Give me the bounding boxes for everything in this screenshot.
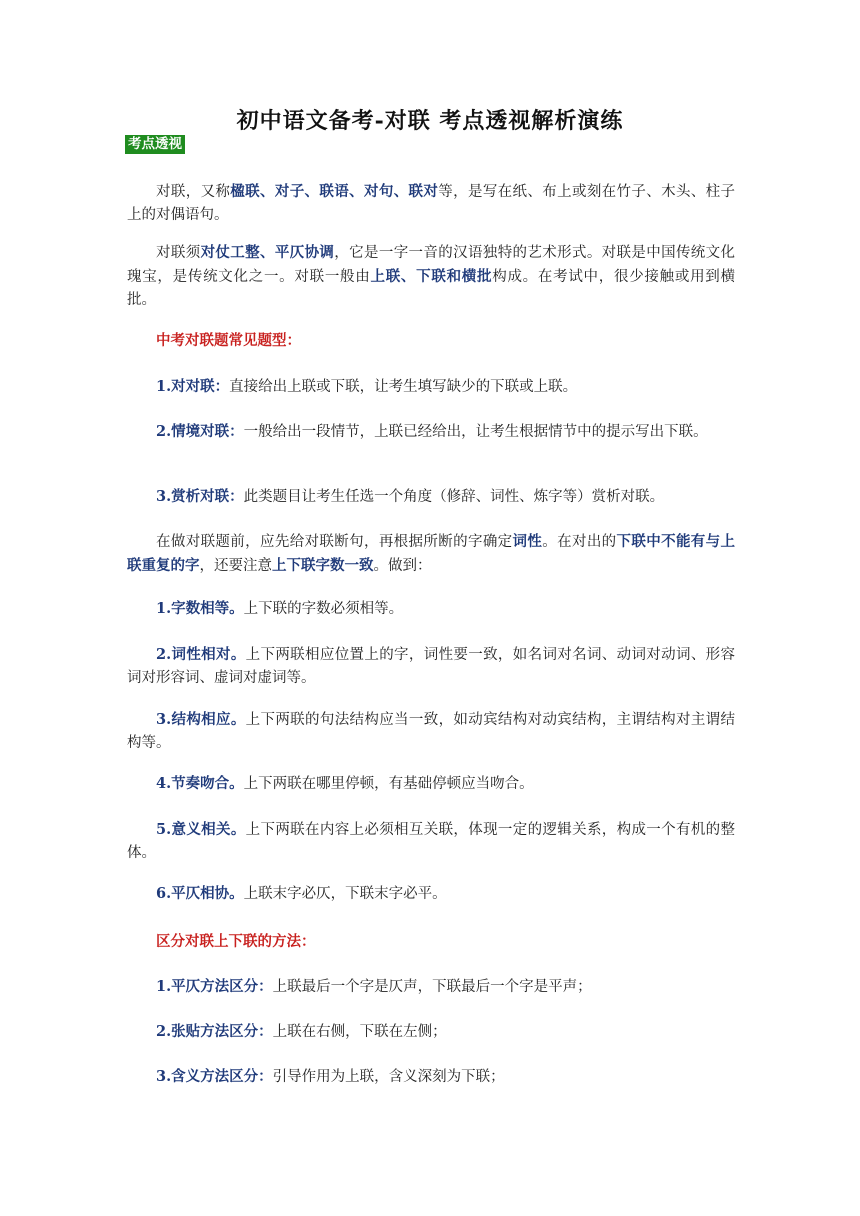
text: ，还要注意 <box>199 558 272 574</box>
item-text: 上联末字必仄，下联末字必平。 <box>243 886 447 902</box>
text: 构成。在考试中，很少接触或用到横批。 <box>127 269 736 308</box>
text: 对联，又称 <box>156 184 231 200</box>
list-item <box>127 708 735 755</box>
item-text: 上下两联在内容上必须相互关联，体现一定的逻辑关系，构成一个有机的整体。 <box>127 822 735 861</box>
item-text: 一般给出一段情节，上联已经给出，让考生根据情节中的提示写出下联。 <box>243 424 708 440</box>
list-item <box>127 1065 735 1089</box>
item-label: 3.赏析对联： <box>156 488 244 505</box>
list-item <box>127 882 735 906</box>
text: ，它是一字一音的汉语独特的艺术形式。对联是中国传统文化瑰宝，是传统文化之一。对联一般由 <box>127 245 736 285</box>
item-text: 上下两联相应位置上的字，词性要一致，如名词对名词、动词对动词、形容词对形容词、虚词对虚词等。 <box>127 647 735 686</box>
item-label: 1.平仄方法区分： <box>156 978 273 995</box>
item-text: 上下两联在哪里停顿，有基础停顿应当吻合。 <box>243 776 534 792</box>
emphasis: 对仗工整、平仄协调 <box>200 244 335 261</box>
body-paragraph <box>127 530 735 578</box>
item-label: 4.节奏吻合。 <box>156 775 244 792</box>
intro-paragraph <box>127 180 735 227</box>
text: 。做到： <box>373 558 432 574</box>
item-text: 引导作用为上联，含义深刻为下联； <box>272 1069 505 1085</box>
definition-paragraph <box>127 241 735 312</box>
heading-text: 中考对联题常见题型： <box>156 332 301 349</box>
section-heading <box>127 329 735 353</box>
heading-text: 区分对联上下联的方法： <box>156 933 316 950</box>
list-item <box>127 975 735 999</box>
list-item <box>127 772 735 796</box>
emphasis: 楹联、对子、联语、对句、联对 <box>230 183 439 200</box>
item-text: 直接给出上联或下联，让考生填写缺少的下联或上联。 <box>229 379 578 395</box>
item-text: 此类题目让考生任选一个角度（修辞、词性、炼字等）赏析对联。 <box>243 489 665 505</box>
emphasis: 词性 <box>512 533 543 550</box>
item-text: 上下联的字数必须相等。 <box>243 601 404 617</box>
list-item <box>127 643 735 690</box>
item-text: 上联最后一个字是仄声，下联最后一个字是平声； <box>272 979 592 995</box>
emphasis: 上联、下联和横批 <box>370 268 493 285</box>
text: 在做对联题前，应先给对联断句，再根据所断的字确定 <box>156 534 513 550</box>
text: 对联须 <box>156 245 201 261</box>
item-label: 5.意义相关。 <box>156 821 246 838</box>
list-item <box>127 818 735 865</box>
list-item <box>127 1020 735 1044</box>
emphasis: 下联中不能有与上联重复的字 <box>127 533 736 574</box>
item-text: 上联在右侧，下联在左侧； <box>272 1024 447 1040</box>
text: 。在对出的 <box>542 534 617 550</box>
list-item <box>127 420 735 444</box>
item-label: 1.对对联： <box>156 378 230 395</box>
section-heading <box>127 930 735 954</box>
item-label: 3.含义方法区分： <box>156 1068 273 1085</box>
section-tag: 考点透视 <box>125 135 185 154</box>
item-label: 3.结构相应。 <box>156 711 246 728</box>
item-text: 上下两联的句法结构应当一致，如动宾结构对动宾结构，主谓结构对主谓结构等。 <box>127 712 735 751</box>
text: 等，是写在纸、布上或刻在竹子、木头、柱子上的对偶语句。 <box>127 184 736 223</box>
emphasis: 上下联字数一致 <box>272 557 374 574</box>
list-item <box>127 375 735 399</box>
list-item <box>127 485 735 509</box>
item-label: 2.张贴方法区分： <box>156 1023 273 1040</box>
list-item <box>127 597 735 621</box>
item-label: 2.词性相对。 <box>156 646 246 663</box>
page-title: 初中语文备考-对联 考点透视解析演练 <box>236 108 624 134</box>
item-label: 2.情境对联： <box>156 423 244 440</box>
item-label: 1.字数相等。 <box>156 600 244 617</box>
item-label: 6.平仄相协。 <box>156 885 244 902</box>
